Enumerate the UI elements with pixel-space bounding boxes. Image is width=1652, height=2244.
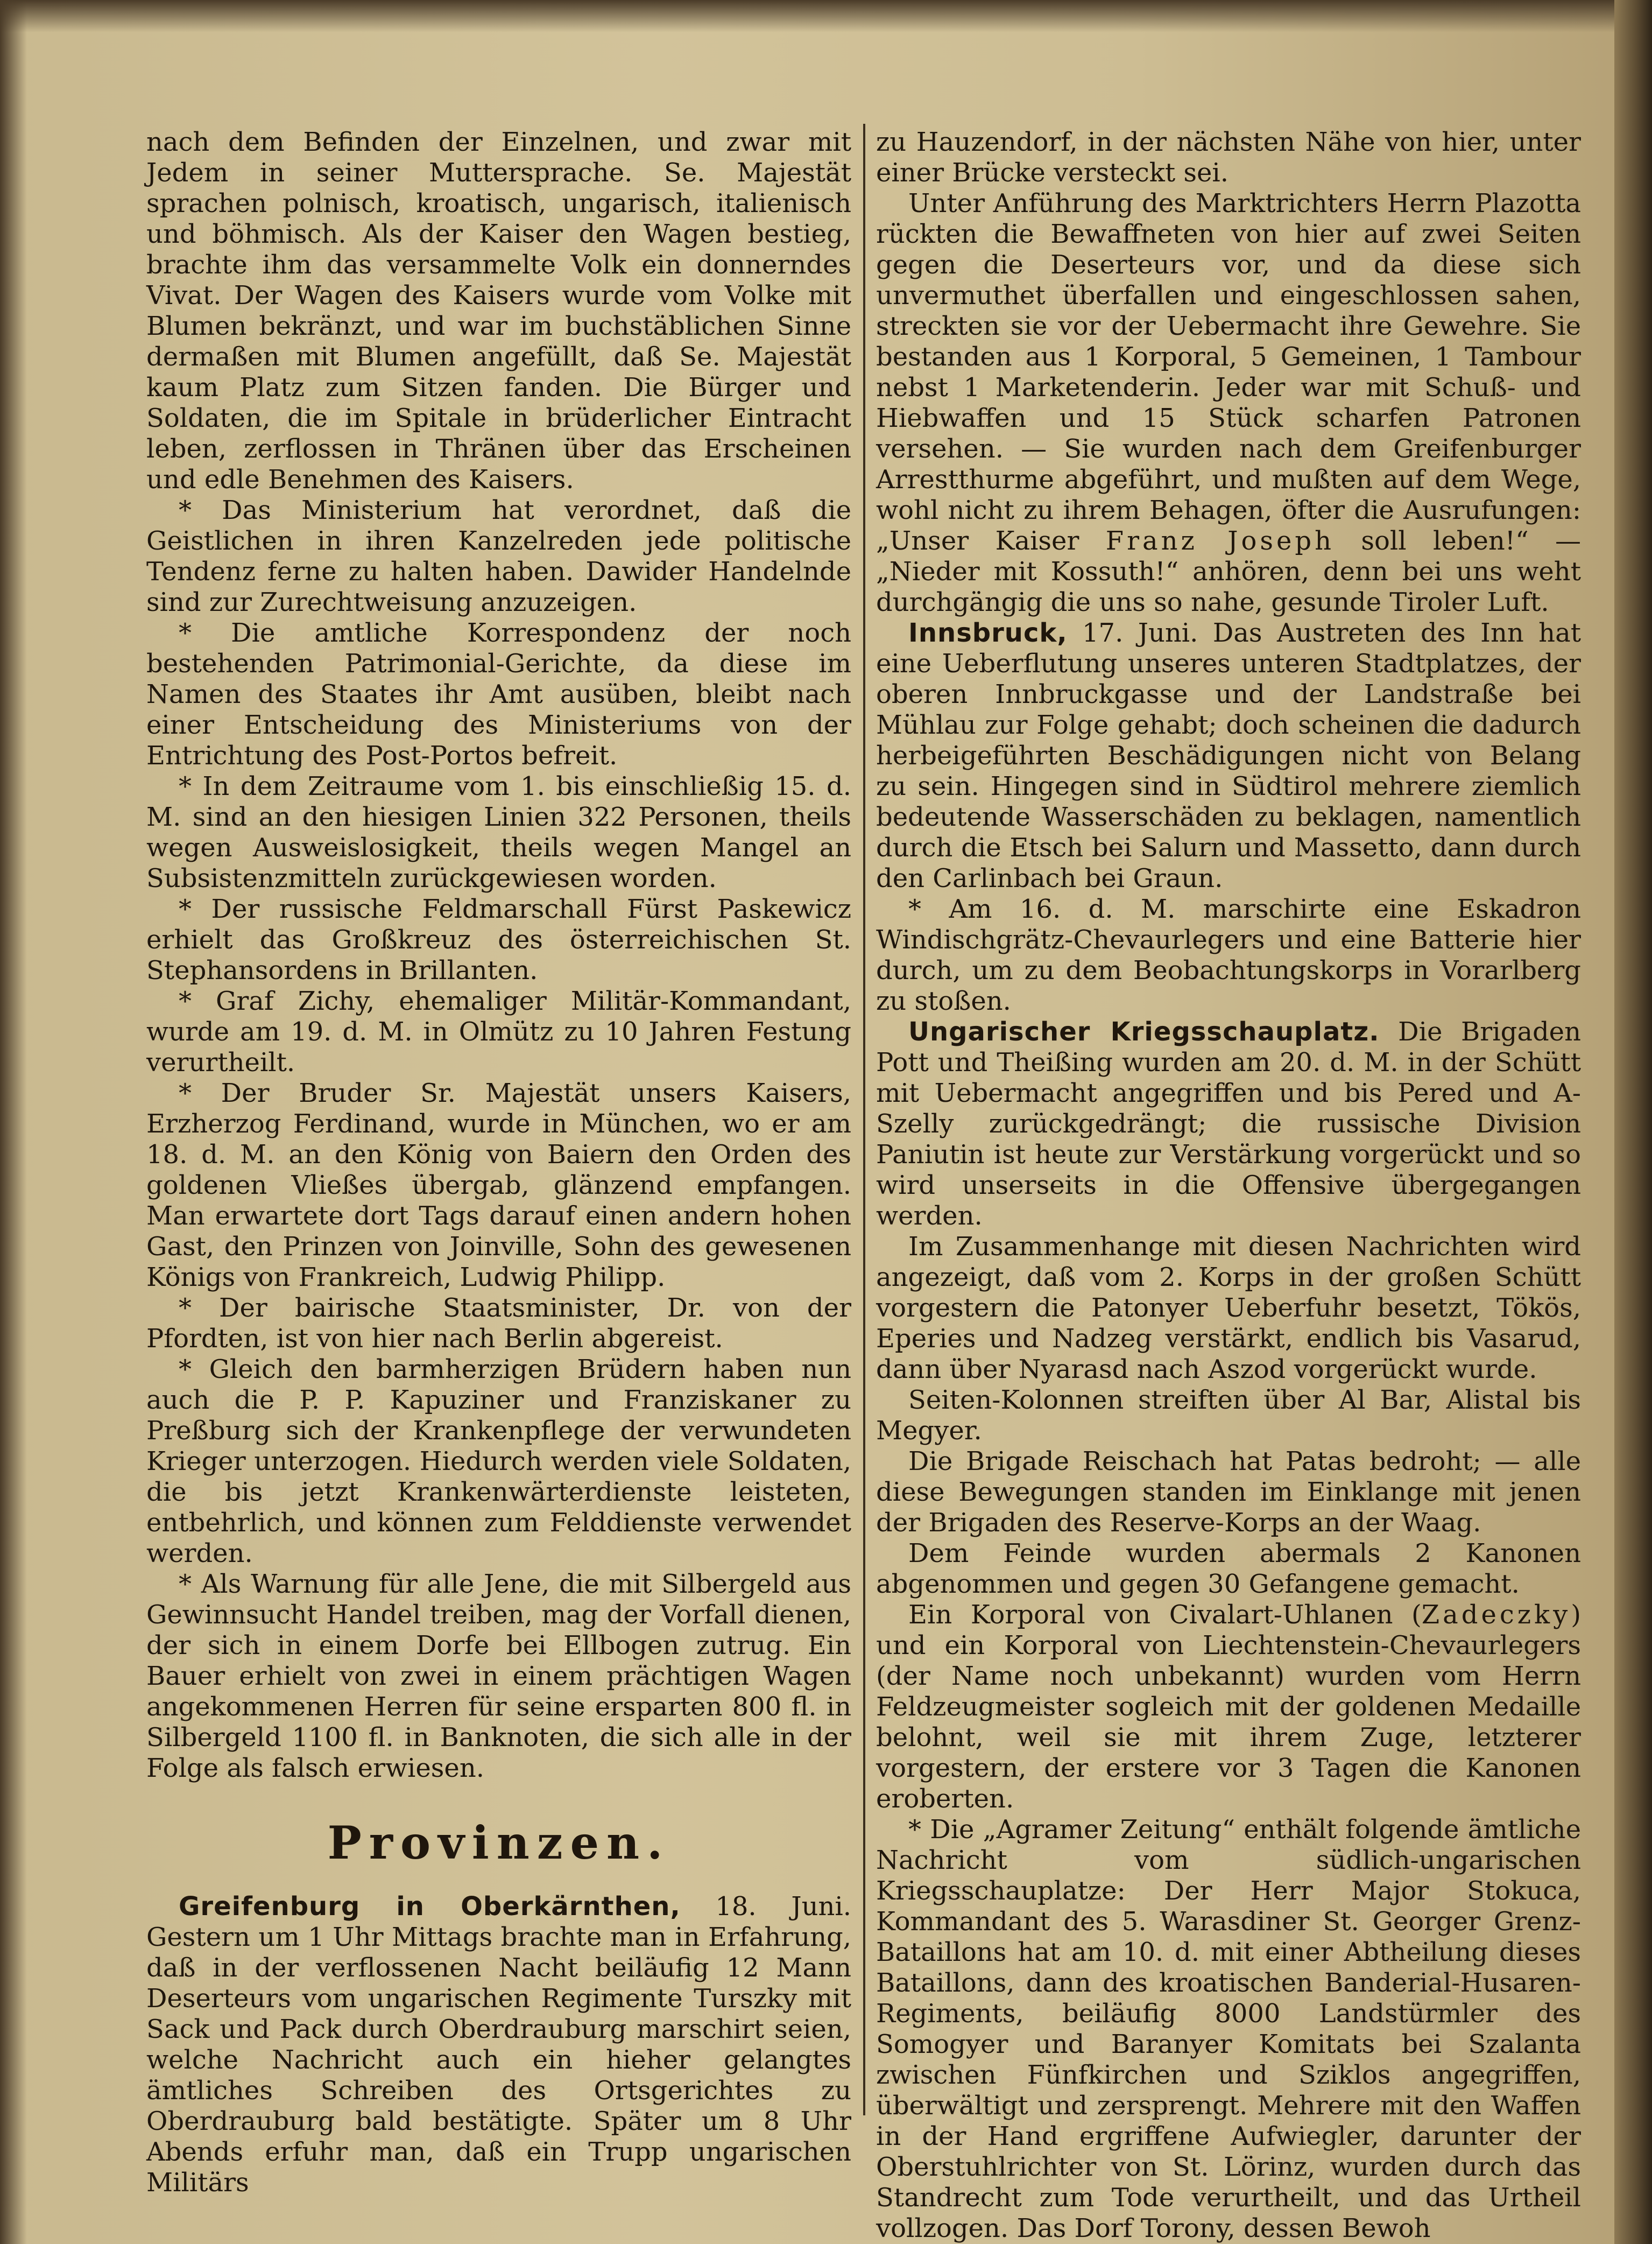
paragraph-innsbruck: [876, 618, 1581, 894]
dateline-greifenburg: Greifenburg in Oberkärnthen,: [179, 1891, 681, 1922]
paragraph-kaiser-visit: nach dem Befinden der Einzelnen, und zwar mit Jedem in seiner Muttersprache. Se. Majestät sprachen polnisch, kroatisch, ungarisch, italienisch und böhmisch. Als der Kaiser den Wagen bestieg, brachte ihm das versammelte Volk ein donnerndes Vivat. Der Wagen des Kaisers wurde vom Volke mit Blumen bekränzt, und war im buchstäblichen Sinne dermaßen mit Blumen angefüllt, daß Se. Majestät kaum Platz zum Sitzen fanden. Die Bürger und Soldaten, die im Spitale in brüderlicher Eintracht leben, zerflossen in Thränen über das Erscheinen und edle Benehmen des Kaisers.: [146, 127, 851, 495]
paragraph-ministerium: * Das Ministerium hat verordnet, daß die Geistlichen in ihren Kanzelreden jede politische Tendenz ferne zu halten haben. Dawider Handelnde sind zur Zurechtweisung anzuzeigen.: [146, 495, 851, 617]
book-spine-shadow: [1614, 0, 1652, 2244]
column-divider: [863, 124, 865, 2115]
paragraph-feinde: Dem Feinde wurden abermals 2 Kanonen abgenommen und gegen 30 Gefangene gemacht.: [876, 1538, 1581, 1599]
text-greifenburg: 18. Juni. Gestern um 1 Uhr Mittags brachte man in Erfahrung, daß in der verflossenen Nacht beiläufig 12 Mann Deserteurs vom ungarischen Regimente Turszky mit Sack und Pack durch Oberdrauburg marschirt seien, welche Nachricht auch ein hieher gelangtes ämtliches Schreiben des Ortsgerichtes zu Oberdrauburg bald bestätigte. Später um 8 Uhr Abends erfuhr man, daß ein Trupp ungarischen Militärs: [146, 1891, 852, 2198]
paragraph-zusammenhang: Im Zusammenhange mit diesen Nachrichten wird angezeigt, daß vom 2. Korps in der großen Schütt vorgestern die Patonyer Ueberfuhr besetzt, Tökös, Eperies und Nadzeg verstärkt, endlich bis Vasarud, dann über Nyarasd nach Aszod vorgerückt wurde.: [876, 1232, 1581, 1384]
left-column: [146, 127, 851, 2215]
dateline-innsbruck: Innsbruck,: [908, 618, 1068, 648]
text-franz-joseph: Franz Joseph: [1105, 526, 1335, 556]
text-zadeczky: Zadeczky: [1421, 1600, 1571, 1630]
paragraph-warnung: * Als Warnung für alle Jene, die mit Silbergeld aus Gewinnsucht Handel treiben, mag der Vorfall dienen, der sich in einem Dorfe bei Ellbogen zutrug. Ein Bauer erhielt von zwei in einem prächtigen Wagen angekommenen Herren für seine ersparten 800 fl. in Silbergeld 1100 fl. in Banknoten, die sich alle in der Folge als falsch erwiesen.: [146, 1569, 851, 1783]
paragraph-seiten-kolonnen: Seiten-Kolonnen streiften über Al Bar, Alistal bis Megyer.: [876, 1385, 1581, 1446]
paragraph-greifenburg: [146, 1891, 851, 2198]
paragraph-staatsminister: * Der bairische Staatsminister, Dr. von der Pfordten, ist von hier nach Berlin abgereist.: [146, 1293, 851, 1354]
paragraph-ungarn: [876, 1017, 1581, 1232]
paragraph-erzherzog: * Der Bruder Sr. Majestät unsers Kaisers, Erzherzog Ferdinand, wurde in München, wo er am 18. d. M. an den König von Baiern den Orden des goldenen Vließes übergab, glänzend empfangen. Man erwartete dort Tags darauf einen andern hohen Gast, den Prinzen von Joinville, Sohn des gewesenen Königs von Frankreich, Ludwig Philipp.: [146, 1078, 851, 1292]
right-column: [876, 127, 1581, 2243]
text-korporal-a: Ein Korporal von Civalart-Uhlanen (: [908, 1600, 1422, 1630]
paragraph-agramer: * Die „Agramer Zeitung“ enthält folgende ämtliche Nachricht vom südlich-ungarischen Kriegsschauplatze: Der Herr Major Stokuca, Kommandant des 5. Warasdiner St. Georger Grenz-Bataillons hat am 10. d. mit einer Abtheilung dieses Bataillons, dann des kroatischen Banderial-Husaren-Regiments, beiläufig 8000 Landstürmler des Somogyer und Baranyer Komitats bei Szalanta zwischen Fünfkirchen und Sziklos angegriffen, überwältigt und zersprengt. Mehrere mit den Waffen in der Hand ergriffene Aufwiegler, darunter der Oberstuhlrichter von St. Lörinz, wurden durch das Standrecht zum Tode verurtheilt, und das Urtheil vollzogen. Das Dorf Torony, dessen Bewoh: [876, 1814, 1581, 2243]
paragraph-kapuziner: * Gleich den barmherzigen Brüdern haben nun auch die P. P. Kapuziner und Franziskaner zu Preßburg sich der Krankenpflege der verwundeten Krieger unterzogen. Hiedurch werden viele Soldaten, die bis jetzt Krankenwärterdienste leisteten, entbehrlich, und können zum Felddienste verwendet werden.: [146, 1354, 851, 1568]
section-title-provinzen: Provinzen.: [327, 1816, 670, 1869]
text-innsbruck: 17. Juni. Das Austreten des Inn hat eine Ueberflutung unseres unteren Stadtplatzes, der oberen Innbruckgasse und der Landstraße bei Mühlau zur Folge gehabt; doch scheinen die dadurch herbeigeführten Beschädigungen nicht von Belang zu sein. Hingegen sind in Südtirol mehrere ziemlich bedeutende Wasserschäden zu beklagen, namentlich durch die Etsch bei Salurn und Massetto, dann durch den Carlinbach bei Graun.: [876, 618, 1581, 894]
page-edge-shadow-left: [0, 0, 27, 2244]
paragraph-paskewicz: * Der russische Feldmarschall Fürst Paskewicz erhielt das Großkreuz des österreichischen St. Stephansordens in Brillanten.: [146, 894, 851, 986]
page-edge-shadow-top: [0, 0, 1625, 32]
paragraph-anfuehrung: [876, 188, 1581, 618]
paragraph-zichy: * Graf Zichy, ehemaliger Militär-Kommandant, wurde am 19. d. M. in Olmütz zu 10 Jahren Festung verurtheilt.: [146, 986, 851, 1078]
paragraph-korporal: [876, 1600, 1581, 1814]
paragraph-korrespondenz: * Die amtliche Korrespondenz der noch bestehenden Patrimonial-Gerichte, da diese im Namen des Staates ihr Amt ausüben, bleibt nach einer Entscheidung des Ministeriums von der Entrichtung des Post-Portos befreit.: [146, 618, 851, 771]
paragraph-eskadron: * Am 16. d. M. marschirte eine Eskadron Windischgrätz-Chevaurlegers und eine Batterie hier durch, um zu dem Beobachtungskorps in Vorarlberg zu stoßen.: [876, 894, 1581, 1016]
text-korporal-b: ) und ein Korporal von Liechtenstein-Chevaurlegers (der Name noch unbekannt) wurden vom Herrn Feldzeugmeister sogleich mit der goldenen Medaille belohnt, weil sie mit ihrem Zuge, letzterer vorgestern, der erstere vor 3 Tagen die Kanonen eroberten.: [876, 1600, 1581, 1814]
paragraph-hauzendorf: zu Hauzendorf, in der nächsten Nähe von hier, unter einer Brücke versteckt sei.: [876, 127, 1581, 188]
text-ungarn: Die Brigaden Pott und Theißing wurden am 20. d. M. in der Schütt mit Uebermacht angegriffen und bis Pered und A-Szelly zurückgedrängt; die russische Division Paniutin ist heute zur Verstärkung vorgerückt und so wird unserseits in die Offensive übergegangen werden.: [876, 1017, 1581, 1231]
text-anfuehrung-a: Unter Anführung des Marktrichters Herrn Plazotta rückten die Bewaffneten von hier auf zwei Seiten gegen die Deserteurs vor, und da diese sich unvermuthet überfallen und eingeschlossen sahen, streckten sie vor der Uebermacht ihre Gewehre. Sie bestanden aus 1 Korporal, 5 Gemeinen, 1 Tambour nebst 1 Marketenderin. Jeder war mit Schuß- und Hiebwaffen und 15 Stück scharfen Patronen versehen. — Sie wurden nach dem Greifenburger Arrestthurme abgeführt, und mußten auf dem Wege, wohl nicht zu ihrem Behagen, öfter die Ausrufungen: „Unser Kaiser: [876, 188, 1581, 556]
paragraph-zeitraum: * In dem Zeitraume vom 1. bis einschließig 15. d. M. sind an den hiesigen Linien 322 Personen, theils wegen Ausweislosigkeit, theils wegen Mangel an Subsistenzmitteln zurückgewiesen worden.: [146, 771, 851, 894]
text-anfuehrung-b: soll leben!“ — „Nieder mit Kossuth!“ anhören, denn bei uns weht durchgängig die uns so nahe, gesunde Tiroler Luft.: [876, 526, 1581, 617]
paragraph-reischach: Die Brigade Reischach hat Patas bedroht; — alle diese Bewegungen standen im Einklange mit jenen der Brigaden des Reserve-Korps an der Waag.: [876, 1446, 1581, 1538]
dateline-ungarn: Ungarischer Kriegsschauplatz.: [908, 1017, 1380, 1047]
